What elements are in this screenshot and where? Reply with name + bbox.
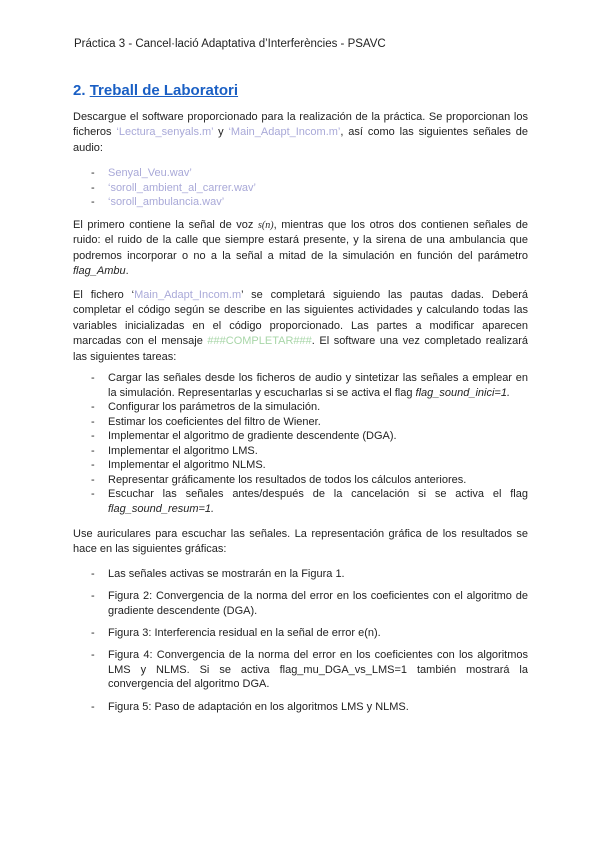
task-6-text: Implementar el algoritmo NLMS. (108, 459, 266, 471)
figure-1-text: Las señales activas se mostrarán en la Figura 1. (108, 568, 345, 580)
dash-bullet: - (91, 444, 95, 457)
intro-text-2: y (213, 126, 229, 139)
task-4-text: Implementar el algoritmo de gradiente descendente (DGA). (108, 430, 397, 442)
section-title-link[interactable]: Treball de Laboratori (89, 82, 239, 99)
list-item (91, 166, 528, 181)
section-heading (73, 82, 238, 99)
task-1-text: Cargar las señales desde los ficheros de audio y sintetizar las señales a emplear en la simulación. Representarlas y escucharlas si se activa el flag (108, 372, 528, 399)
list-item (91, 415, 528, 430)
p3-text-2: ’ se completará siguiendo las pautas dadas. Deberá completar el código según se describe en las siguientes actividades y calculando todas las variables inicializadas en el código proporcionado. Las partes a modificar aparecen marcadas con el mensaje (73, 289, 528, 348)
figure-3-text: Figura 3: Interferencia residual en la señal de error e(n). (108, 627, 381, 640)
p3-text-1: El fichero ‘ (73, 289, 135, 301)
file-soroll-ambulancia: ‘soroll_ambulancia.wav’ (108, 196, 225, 208)
math-s-n: s(n) (258, 220, 274, 231)
file-lectura-senyals: ‘Lectura_senyals.m’ (116, 126, 214, 139)
figure-4-text: Figura 4: Convergencia de la norma del error en los coeficientes con los algoritmos LMS y NLMS. Si se activa flag_mu_DGA_vs_LMS=1 también mostrará la convergencia del algoritmo DGA. (108, 649, 528, 691)
list-item (91, 400, 528, 415)
list-item (91, 648, 528, 692)
task-5-text: Implementar el algoritmo LMS. (108, 444, 258, 457)
list-item (91, 487, 528, 516)
dash-bullet: - (91, 627, 95, 640)
paragraph-signals (73, 218, 528, 280)
flag-ambu: flag_Ambu (73, 265, 126, 278)
file-senyal-veu: Senyal_Veu.wav’ (108, 167, 192, 179)
p3-text-3: . El software una vez completado realizará las siguientes tareas: (73, 335, 528, 363)
dash-bullet: - (91, 568, 95, 580)
list-item (91, 181, 528, 196)
dash-bullet: - (91, 401, 95, 413)
list-item (91, 429, 528, 444)
flag-sound-resum: flag_sound_resum=1. (108, 502, 215, 515)
list-item (91, 458, 528, 473)
file-main-adapt-incom: ‘Main_Adapt_Incom.m’ (228, 126, 341, 139)
dash-bullet: - (91, 167, 95, 179)
intro-paragraph (73, 110, 528, 156)
figure-5-text: Figura 5: Paso de adaptación en los algoritmos LMS y NLMS. (108, 700, 409, 713)
task-8-text: Escuchar las señales antes/después de la cancelación si se activa el flag (108, 488, 528, 500)
dash-bullet: - (91, 700, 95, 713)
dash-bullet: - (91, 415, 95, 428)
dash-bullet: - (91, 649, 95, 662)
p2-text-2: , mientras que los otros dos contienen señales de ruido: el ruido de la calle que siempre estará presente, y la sirena de una ambulancia que podremos incorporar o no a la señal a mitad de la simulación en función del parámetro (73, 219, 528, 262)
task-2-text: Configurar los parámetros de la simulación. (108, 401, 321, 413)
list-item (91, 567, 528, 582)
list-item (91, 444, 528, 459)
list-item (91, 371, 528, 400)
p2-text-3: . (125, 265, 129, 278)
intro-text-1: Descargue el software proporcionado para la realización de la práctica. Se proporcionan los ficheros (73, 111, 528, 139)
list-item (91, 626, 528, 641)
task-3-text: Estimar los coeficientes del filtro de Wiener. (108, 415, 321, 428)
file-soroll-ambient: ‘soroll_ambient_al_carrer.wav’ (108, 181, 256, 194)
figure-2-text: Figura 2: Convergencia de la norma del error en los coeficientes con el algoritmo de gradiente descendente (DGA). (108, 590, 528, 617)
dash-bullet: - (91, 473, 95, 486)
task-7-text: Representar gráficamente los resultados de todos los cálculos anteriores. (108, 473, 467, 486)
completar-marker: ###COMPLETAR### (207, 335, 312, 348)
file-main-adapt-incom-2: Main_Adapt_Incom.m (134, 289, 242, 301)
list-item (91, 700, 528, 715)
list-item (91, 589, 528, 618)
list-item (91, 195, 528, 210)
dash-bullet: - (91, 181, 95, 194)
intro-text-3: , así como las siguientes señales de audio: (73, 126, 529, 154)
paragraph-headphones: Use auriculares para escuchar las señales. La representación gráfica de los resultados se hace en las siguientes gráficas: (73, 528, 528, 556)
dash-bullet: - (91, 372, 95, 384)
section-number: 2. (73, 82, 86, 99)
list-item (91, 473, 528, 488)
figure-list (91, 567, 528, 722)
audio-file-list (91, 166, 528, 210)
flag-sound-inici: flag_sound_inici=1. (415, 386, 511, 399)
task-list (91, 371, 528, 516)
p2-text-1: El primero contiene la señal de voz (73, 219, 259, 231)
dash-bullet: - (91, 430, 95, 442)
page-header: Práctica 3 - Cancel·lació Adaptativa d’Interferències - PSAVC (74, 38, 386, 50)
dash-bullet: - (91, 459, 95, 471)
dash-bullet: - (91, 196, 95, 208)
paragraph-main-file (73, 288, 528, 365)
dash-bullet: - (91, 488, 95, 500)
dash-bullet: - (91, 590, 95, 603)
